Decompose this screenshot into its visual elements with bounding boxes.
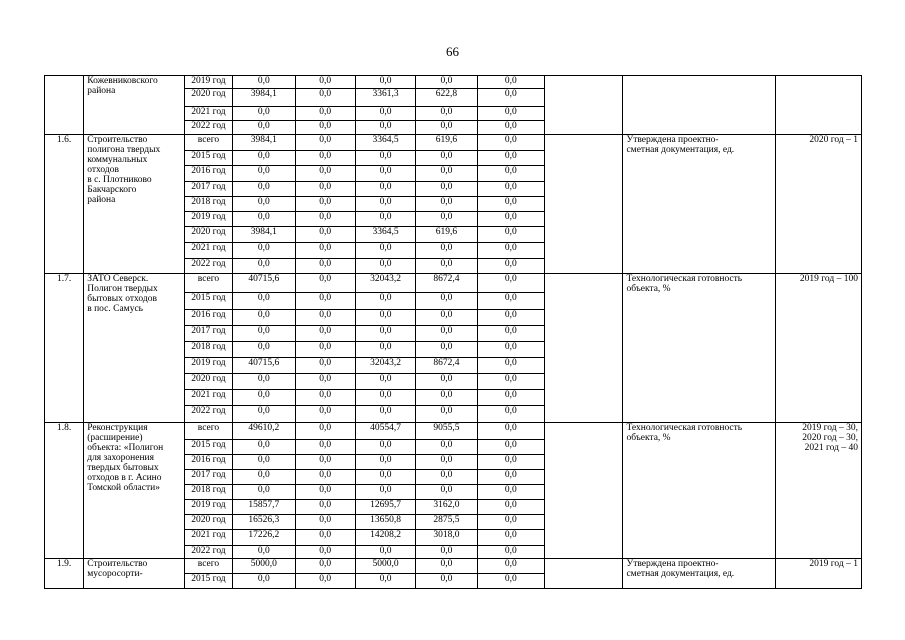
year-cell: 2015 год <box>184 151 232 166</box>
value-cell: 0,0 <box>295 423 355 440</box>
value-cell: 40715,6 <box>233 358 295 374</box>
value-cell: 0,0 <box>355 374 415 390</box>
indicator-cell: Утверждена проектно- сметная документация, ед. <box>623 135 776 274</box>
value-cell: 0,0 <box>295 358 355 374</box>
year-cell: 2020 год <box>184 227 232 243</box>
year-cell: 2022 год <box>184 406 232 423</box>
value-cell: 32043,2 <box>355 358 415 374</box>
value-cell: 0,0 <box>416 76 477 89</box>
value-cell: 0,0 <box>233 310 295 326</box>
value-cell: 3984,1 <box>233 135 295 151</box>
year-cell: всего <box>184 423 232 440</box>
year-cell: 2021 год <box>184 530 232 546</box>
table-row <box>45 76 862 89</box>
value-cell: 0,0 <box>477 406 544 423</box>
value-cell: 0,0 <box>233 470 295 485</box>
value-cell: 0,0 <box>416 406 477 423</box>
item-name: ЗАТО Северск. Полигон твердых бытовых отходов в пос. Самусь <box>84 274 185 423</box>
year-cell: 2018 год <box>184 197 232 212</box>
value-cell: 17226,2 <box>233 530 295 546</box>
year-cell: 2018 год <box>184 342 232 358</box>
year-cell: 2020 год <box>184 515 232 530</box>
value-cell: 0,0 <box>355 166 415 182</box>
item-name: Реконструкция (расширение) объекта: «Полигон для захоронения твердых бытовых отходов в г. Асино Томской области» <box>84 423 185 559</box>
value-cell: 0,0 <box>416 342 477 358</box>
value-cell: 0,0 <box>295 151 355 166</box>
value-cell: 0,0 <box>477 374 544 390</box>
value-cell: 12695,7 <box>355 500 415 515</box>
value-cell: 0,0 <box>477 89 544 107</box>
value-cell: 0,0 <box>233 485 295 500</box>
value-cell: 0,0 <box>477 455 544 470</box>
value-cell: 0,0 <box>416 374 477 390</box>
table-row <box>45 274 862 293</box>
value-cell: 0,0 <box>477 530 544 546</box>
value-cell: 0,0 <box>477 515 544 530</box>
value-cell: 0,0 <box>295 574 355 589</box>
value-cell: 0,0 <box>416 293 477 310</box>
program-table <box>44 75 862 589</box>
value-cell: 0,0 <box>295 76 355 89</box>
value-cell: 9055,5 <box>416 423 477 440</box>
item-number: 1.6. <box>45 135 84 274</box>
value-cell: 0,0 <box>295 166 355 182</box>
value-cell: 0,0 <box>233 243 295 259</box>
year-cell: 2017 год <box>184 182 232 197</box>
value-cell: 40715,6 <box>233 274 295 293</box>
year-cell: 2016 год <box>184 455 232 470</box>
value-cell: 0,0 <box>416 121 477 135</box>
value-cell: 0,0 <box>295 515 355 530</box>
item-name: Строительство мусоросорти- <box>84 559 185 589</box>
indicator-cell: Утверждена проектно- сметная документация, ед. <box>623 559 776 589</box>
value-cell: 0,0 <box>477 197 544 212</box>
empty-cell <box>545 135 623 274</box>
value-cell: 0,0 <box>416 440 477 455</box>
year-cell: 2017 год <box>184 470 232 485</box>
value-cell: 0,0 <box>477 574 544 589</box>
value-cell: 0,0 <box>477 390 544 406</box>
indicator-cell <box>623 76 776 135</box>
value-cell: 0,0 <box>295 342 355 358</box>
value-cell: 0,0 <box>355 107 415 121</box>
value-cell: 0,0 <box>233 107 295 121</box>
value-cell: 0,0 <box>477 500 544 515</box>
year-cell: 2017 год <box>184 326 232 342</box>
value-cell: 3364,5 <box>355 227 415 243</box>
value-cell: 8672,4 <box>416 358 477 374</box>
value-cell: 5000,0 <box>233 559 295 574</box>
value-cell: 0,0 <box>477 293 544 310</box>
value-cell: 0,0 <box>355 212 415 227</box>
value-cell: 49610,2 <box>233 423 295 440</box>
value-cell: 0,0 <box>416 485 477 500</box>
value-cell: 0,0 <box>295 259 355 274</box>
indicator-cell: Технологическая готовность объекта, % <box>623 423 776 559</box>
value-cell: 0,0 <box>233 440 295 455</box>
value-cell: 0,0 <box>233 76 295 89</box>
year-cell: 2019 год <box>184 76 232 89</box>
value-cell: 0,0 <box>295 546 355 559</box>
value-cell: 0,0 <box>416 259 477 274</box>
value-cell: 622,8 <box>416 89 477 107</box>
table-row <box>45 559 862 574</box>
value-cell: 0,0 <box>295 326 355 342</box>
value-cell: 3364,5 <box>355 135 415 151</box>
year-cell: 2015 год <box>184 440 232 455</box>
value-cell: 13650,8 <box>355 515 415 530</box>
value-cell: 0,0 <box>295 227 355 243</box>
table-row <box>45 423 862 440</box>
year-cell: 2016 год <box>184 310 232 326</box>
value-cell: 0,0 <box>477 274 544 293</box>
value-cell: 0,0 <box>355 76 415 89</box>
value-cell: 3018,0 <box>416 530 477 546</box>
value-cell: 0,0 <box>416 455 477 470</box>
value-cell: 0,0 <box>233 197 295 212</box>
value-cell: 0,0 <box>233 293 295 310</box>
page-number: 66 <box>446 44 459 59</box>
year-cell: всего <box>184 135 232 151</box>
value-cell: 0,0 <box>355 455 415 470</box>
value-cell: 0,0 <box>416 243 477 259</box>
year-cell: 2022 год <box>184 259 232 274</box>
value-cell: 3984,1 <box>233 227 295 243</box>
value-cell: 0,0 <box>477 166 544 182</box>
value-cell: 0,0 <box>295 310 355 326</box>
value-cell: 2875,5 <box>416 515 477 530</box>
value-cell: 0,0 <box>233 121 295 135</box>
value-cell: 0,0 <box>233 342 295 358</box>
item-number: 1.9. <box>45 559 84 589</box>
value-cell: 0,0 <box>295 530 355 546</box>
table-row <box>45 135 862 151</box>
value-cell: 0,0 <box>416 546 477 559</box>
value-cell: 0,0 <box>477 326 544 342</box>
value-cell: 0,0 <box>295 197 355 212</box>
value-cell: 0,0 <box>295 135 355 151</box>
empty-cell <box>545 423 623 559</box>
item-name: Кожевниковского района <box>84 76 185 135</box>
value-cell: 0,0 <box>295 89 355 107</box>
value-cell: 0,0 <box>416 326 477 342</box>
value-cell: 0,0 <box>477 310 544 326</box>
value-cell: 0,0 <box>477 358 544 374</box>
value-cell: 0,0 <box>233 151 295 166</box>
value-cell: 0,0 <box>233 182 295 197</box>
year-cell: 2021 год <box>184 243 232 259</box>
value-cell: 0,0 <box>477 227 544 243</box>
value-cell: 0,0 <box>233 259 295 274</box>
empty-cell <box>545 76 623 135</box>
value-cell: 0,0 <box>355 293 415 310</box>
value-cell: 8672,4 <box>416 274 477 293</box>
value-cell: 0,0 <box>477 423 544 440</box>
value-cell: 0,0 <box>233 390 295 406</box>
value-cell: 0,0 <box>355 151 415 166</box>
value-cell: 0,0 <box>233 374 295 390</box>
table-body <box>45 76 862 589</box>
value-cell: 0,0 <box>233 212 295 227</box>
year-cell: 2021 год <box>184 107 232 121</box>
target-cell <box>776 76 862 135</box>
value-cell: 0,0 <box>295 470 355 485</box>
year-cell: 2015 год <box>184 574 232 589</box>
value-cell: 16526,3 <box>233 515 295 530</box>
value-cell: 15857,7 <box>233 500 295 515</box>
value-cell: 0,0 <box>416 470 477 485</box>
year-cell: 2019 год <box>184 212 232 227</box>
value-cell: 0,0 <box>295 406 355 423</box>
value-cell: 0,0 <box>416 574 477 589</box>
value-cell: 0,0 <box>295 485 355 500</box>
value-cell: 0,0 <box>295 107 355 121</box>
value-cell: 0,0 <box>477 470 544 485</box>
value-cell: 0,0 <box>416 559 477 574</box>
year-cell: 2019 год <box>184 500 232 515</box>
year-cell: всего <box>184 274 232 293</box>
value-cell: 0,0 <box>295 390 355 406</box>
value-cell: 0,0 <box>295 500 355 515</box>
value-cell: 0,0 <box>477 182 544 197</box>
value-cell: 0,0 <box>355 197 415 212</box>
value-cell: 0,0 <box>295 374 355 390</box>
value-cell: 0,0 <box>477 76 544 89</box>
value-cell: 0,0 <box>477 485 544 500</box>
value-cell: 0,0 <box>416 390 477 406</box>
value-cell: 0,0 <box>355 574 415 589</box>
value-cell: 0,0 <box>477 151 544 166</box>
value-cell: 0,0 <box>477 243 544 259</box>
item-number: 1.8. <box>45 423 84 559</box>
value-cell: 0,0 <box>355 440 415 455</box>
item-number: 1.7. <box>45 274 84 423</box>
value-cell: 0,0 <box>416 151 477 166</box>
year-cell: 2020 год <box>184 89 232 107</box>
value-cell: 0,0 <box>477 259 544 274</box>
value-cell: 32043,2 <box>355 274 415 293</box>
value-cell: 0,0 <box>355 342 415 358</box>
target-cell: 2019 год – 1 <box>776 559 862 589</box>
year-cell: 2015 год <box>184 293 232 310</box>
value-cell: 0,0 <box>416 182 477 197</box>
value-cell: 0,0 <box>233 455 295 470</box>
value-cell: 0,0 <box>477 559 544 574</box>
target-cell: 2020 год – 1 <box>776 135 862 274</box>
value-cell: 0,0 <box>355 243 415 259</box>
target-cell: 2019 год – 30, 2020 год – 30, 2021 год – 40 <box>776 423 862 559</box>
value-cell: 0,0 <box>355 470 415 485</box>
year-cell: 2018 год <box>184 485 232 500</box>
value-cell: 0,0 <box>355 390 415 406</box>
value-cell: 14208,2 <box>355 530 415 546</box>
value-cell: 0,0 <box>477 440 544 455</box>
value-cell: 619,6 <box>416 135 477 151</box>
value-cell: 0,0 <box>295 274 355 293</box>
value-cell: 0,0 <box>233 574 295 589</box>
value-cell: 0,0 <box>477 135 544 151</box>
value-cell: 3162,0 <box>416 500 477 515</box>
value-cell: 0,0 <box>477 546 544 559</box>
indicator-cell: Технологическая готовность объекта, % <box>623 274 776 423</box>
value-cell: 0,0 <box>233 166 295 182</box>
value-cell: 619,6 <box>416 227 477 243</box>
value-cell: 3361,3 <box>355 89 415 107</box>
value-cell: 0,0 <box>355 406 415 423</box>
year-cell: 2022 год <box>184 121 232 135</box>
value-cell: 0,0 <box>355 485 415 500</box>
value-cell: 0,0 <box>233 546 295 559</box>
value-cell: 0,0 <box>233 406 295 423</box>
value-cell: 0,0 <box>477 212 544 227</box>
year-cell: всего <box>184 559 232 574</box>
year-cell: 2020 год <box>184 374 232 390</box>
value-cell: 0,0 <box>233 326 295 342</box>
value-cell: 0,0 <box>295 293 355 310</box>
year-cell: 2021 год <box>184 390 232 406</box>
value-cell: 0,0 <box>416 212 477 227</box>
value-cell: 0,0 <box>416 107 477 121</box>
value-cell: 0,0 <box>295 182 355 197</box>
target-cell: 2019 год – 100 <box>776 274 862 423</box>
value-cell: 0,0 <box>416 310 477 326</box>
empty-cell <box>545 559 623 589</box>
value-cell: 0,0 <box>416 197 477 212</box>
value-cell: 40554,7 <box>355 423 415 440</box>
value-cell: 0,0 <box>477 342 544 358</box>
value-cell: 3984,1 <box>233 89 295 107</box>
value-cell: 0,0 <box>355 259 415 274</box>
value-cell: 0,0 <box>355 326 415 342</box>
value-cell: 0,0 <box>295 455 355 470</box>
value-cell: 5000,0 <box>355 559 415 574</box>
value-cell: 0,0 <box>295 121 355 135</box>
value-cell: 0,0 <box>295 559 355 574</box>
value-cell: 0,0 <box>416 166 477 182</box>
year-cell: 2022 год <box>184 546 232 559</box>
value-cell: 0,0 <box>355 182 415 197</box>
value-cell: 0,0 <box>295 440 355 455</box>
value-cell: 0,0 <box>295 212 355 227</box>
value-cell: 0,0 <box>477 121 544 135</box>
value-cell: 0,0 <box>355 121 415 135</box>
value-cell: 0,0 <box>295 243 355 259</box>
value-cell: 0,0 <box>477 107 544 121</box>
item-number <box>45 76 84 135</box>
value-cell: 0,0 <box>355 546 415 559</box>
year-cell: 2016 год <box>184 166 232 182</box>
year-cell: 2019 год <box>184 358 232 374</box>
item-name: Строительство полигона твердых коммунальных отходов в с. Плотниково Бакчарского района <box>84 135 185 274</box>
empty-cell <box>545 274 623 423</box>
value-cell: 0,0 <box>355 310 415 326</box>
